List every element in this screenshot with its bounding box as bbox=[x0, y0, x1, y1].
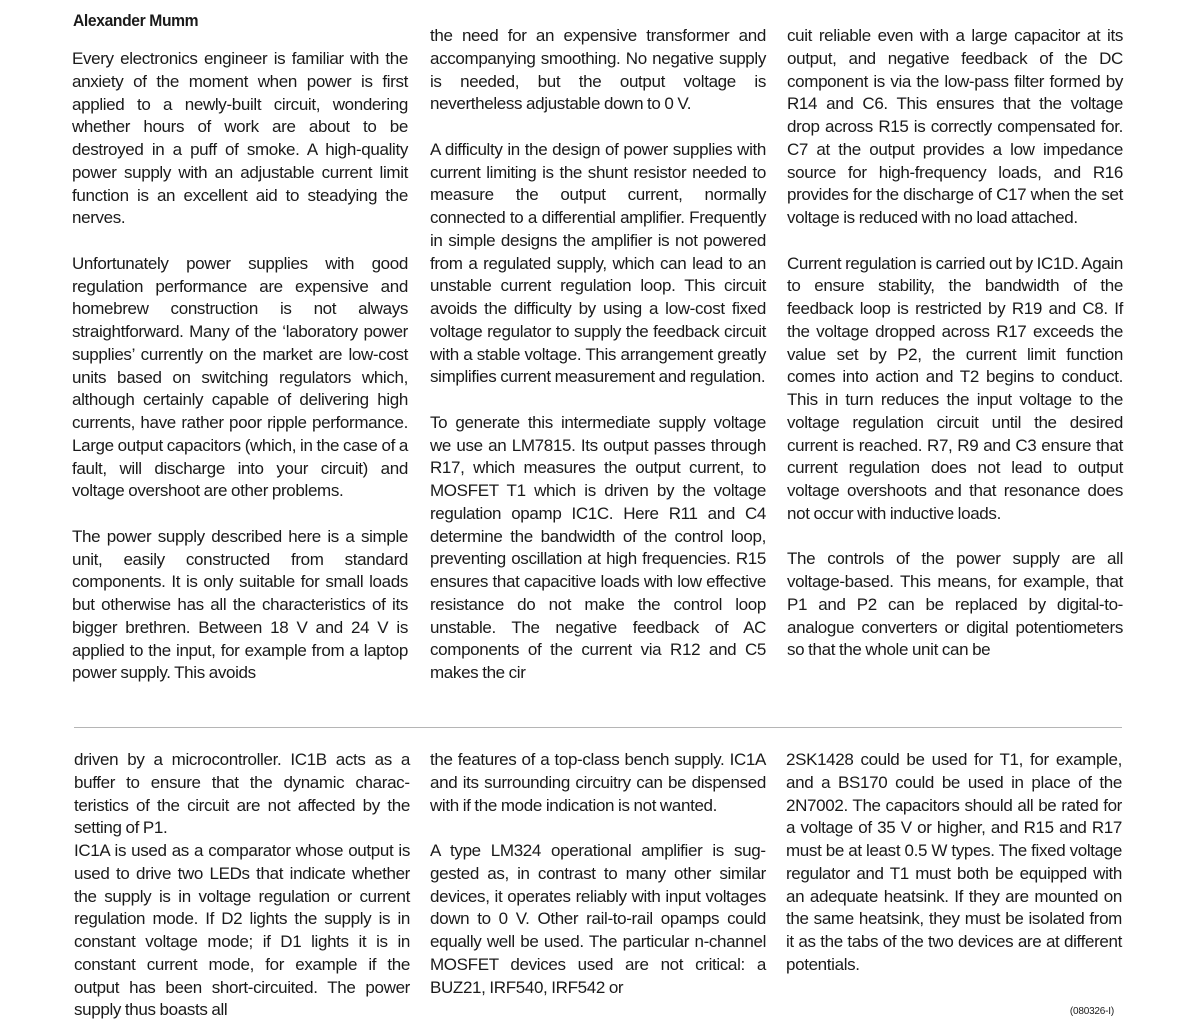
article-reference-code: (080326-I) bbox=[1069, 1006, 1114, 1017]
paragraph: Unfortunately power supplies with good regulation performance are expensive and homebrew construction is not always straightforward. Many of the ‘laboratory power supplies’ currently on the market are low-cost units based on switching regulators which, although certainly capable of delivering high currents, have rather poor ripple performance. Large output capacitors (which, in the case of a fault, will discharge into your circuit) and voltage overshoot are other problems. bbox=[72, 253, 408, 501]
top-column-1 bbox=[72, 48, 408, 685]
paragraph: The power supply described here is a simple unit, easily constructed from standard components. It is only suitable for small loads but otherwise has all the characteristics of its bigger brethren. Between 18 V and 24 V is applied to the input, for example from a laptop power supply. This avoids bbox=[72, 526, 408, 683]
paragraph: The controls of the power supply are all voltage-based. This means, for example, that P1 and P2 can be replaced by digital-to-analogue converters or digital potentiometers so that the whole unit can be bbox=[787, 549, 1123, 660]
bottom-column-1 bbox=[74, 749, 410, 1022]
top-column-2 bbox=[430, 25, 766, 685]
paragraph: IC1A is used as a comparator whose output is used to drive two LEDs that indicate whether the supply is in voltage regulation or current regulation mode. If D2 lights the supply is in constant voltage mode; if D1 lights it is in constant current mode, for example if the output has been short-circuited. The power supply thus boasts all bbox=[74, 841, 410, 1020]
bottom-column-3 bbox=[786, 749, 1122, 977]
paragraph: To generate this intermediate supply voltage we use an LM7815. Its output passes through R17, which measures the output current, to MOSFET T1 which is driven by the voltage regulation opamp IC1C. Here R11 and C4 determine the bandwidth of the control loop, preventing oscillation at high frequencies. R15 ensures that capacitive loads with low effective resistance do not make the control loop unstable. The negative feedback of AC components of the current via R12 and C5 makes the cir bbox=[430, 412, 766, 682]
paragraph: A difficulty in the design of power supplies with current limiting is the shunt resistor needed to measure the output current, normally connected to a differential amplifier. Frequently in simple designs the amplifier is not powered from a regulated supply, which can lead to an unstable current regulation loop. This circuit avoids the difficulty by using a low-cost fixed voltage regulator to supply the feedback circuit with a stable voltage. This arrangement greatly simplifies current measurement and regulation. bbox=[430, 139, 766, 387]
paragraph: A type LM324 operational amplifier is suggested as, in contrast to many other similar devices, it operates reliably with input voltages down to 0 V. Other rail-to-rail opamps could equally well be used. The particular n-channel MOSFET devices used are not critical: a BUZ21, IRF540, IRF542 or bbox=[430, 841, 766, 997]
paragraph: 2SK1428 could be used for T1, for example, and a BS170 could be used in place of the 2N7002. The capacitors should all be rated for a voltage of 35 V or higher, and R15 and R17 must be at least 0.5 W types. The fixed voltage regulator and T1 must both be equipped with an adequate heatsink. If they are mounted on the same heatsink, they must be isolated from it as the tabs of the two devices are at different potentials. bbox=[786, 750, 1122, 974]
paragraph: the need for an expensive transformer and accompanying smoothing. No negative supply is needed, but the output voltage is nevertheless adjustable down to 0 V. bbox=[430, 26, 766, 114]
paragraph: Current regulation is carried out by IC1D. Again to ensure stability, the bandwidth of the feedback loop is restricted by R19 and C8. If the voltage dropped across R17 exceeds the value set by P2, the current limit function comes into action and T2 begins to conduct. This in turn reduces the input voltage to the voltage regulation circuit until the desired current is reached. R7, R9 and C3 ensure that current regulation does not lead to output voltage overshoots and that resonance does not occur with inductive loads. bbox=[787, 253, 1123, 523]
paragraph: cuit reliable even with a large capacitor at its output, and negative feedback of the DC component is via the low-pass filter formed by R14 and C6. This ensures that the voltage drop across R15 is correctly compensated for. C7 at the output provides a low impedance source for high-frequency loads, and R16 provides for the discharge of C17 when the set voltage is reduced with no load attached. bbox=[787, 26, 1123, 227]
page-divider bbox=[74, 727, 1122, 728]
bottom-column-2 bbox=[430, 749, 766, 999]
author-name: Alexander Mumm bbox=[73, 11, 199, 30]
paragraph: the features of a top-class bench supply. IC1A and its surrounding circuitry can be dispensed with if the mode indication is not wanted. bbox=[430, 750, 766, 815]
paragraph: Every electronics engineer is familiar with the anxiety of the moment when power is first applied to a newly-built circuit, wondering whether hours of work are about to be destroyed in a puff of smoke. A high-quality power supply with an adjustable current limit function is an excellent aid to steadying the nerves. bbox=[72, 49, 408, 228]
top-column-3 bbox=[787, 25, 1123, 662]
paragraph: driven by a microcontroller. IC1B acts as a buffer to ensure that the dynamic characteristics of the circuit are not affected by the setting of P1. bbox=[74, 750, 410, 838]
